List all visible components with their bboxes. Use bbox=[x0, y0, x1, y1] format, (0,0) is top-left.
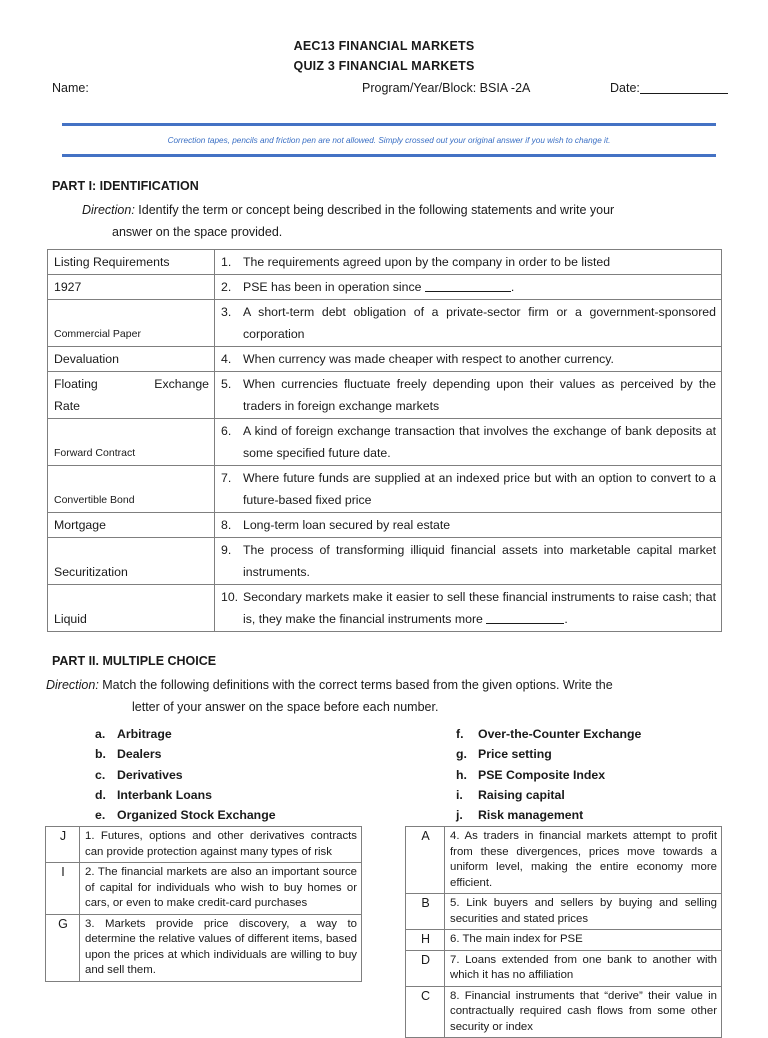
answer-cell-1[interactable]: Listing Requirements bbox=[48, 250, 215, 275]
matching-answer-zone bbox=[0, 826, 768, 1033]
table-row bbox=[406, 894, 722, 930]
options-column-left bbox=[95, 724, 276, 825]
options-list bbox=[0, 724, 768, 824]
statement-cell-6 bbox=[215, 419, 722, 466]
table-row bbox=[48, 372, 722, 419]
option-label: Risk management bbox=[478, 808, 584, 823]
document-header bbox=[0, 0, 768, 101]
option-letter: e. bbox=[95, 808, 106, 823]
answer-text: Commercial Paper bbox=[54, 328, 141, 340]
table-row bbox=[48, 347, 722, 372]
part1-direction-text2: answer on the space provided. bbox=[112, 225, 283, 239]
table-row bbox=[48, 275, 722, 300]
matching-table-left bbox=[45, 826, 362, 982]
part2-direction-text2: letter of your answer on the space before each number. bbox=[132, 700, 439, 714]
statement-cell-9 bbox=[215, 538, 722, 585]
definition-2: 2. The financial markets are also an important source of capital for individuals who wish to buy homes or cars, or even to make credit-card purchases bbox=[80, 863, 362, 915]
answer-letter-3[interactable]: G bbox=[46, 914, 80, 981]
item-text: When currency was made cheaper with respect to another currency. bbox=[243, 352, 614, 366]
statement-cell-2 bbox=[215, 275, 722, 300]
item-number: 3. bbox=[221, 305, 232, 319]
identification-table bbox=[47, 249, 722, 632]
option-label: Arbitrage bbox=[117, 727, 172, 741]
part2-direction-text: Match the following definitions with the correct terms based from the given options. Write the bbox=[98, 678, 613, 692]
answer-letter-5[interactable]: B bbox=[406, 894, 445, 930]
item-text: The process of transforming illiquid financial assets into marketable capital market instruments. bbox=[243, 543, 716, 579]
statement-cell-4 bbox=[215, 347, 722, 372]
option-letter: d. bbox=[95, 787, 106, 802]
statement-cell-7 bbox=[215, 466, 722, 513]
option-letter: c. bbox=[95, 767, 106, 782]
item-number: 6. bbox=[221, 424, 232, 438]
item-text: Where future funds are supplied at an indexed price but with an option to convert to a future-based fixed price bbox=[243, 471, 716, 507]
option-label: Interbank Loans bbox=[117, 787, 212, 802]
item-number: 1. bbox=[221, 255, 232, 269]
item-text-after: . bbox=[564, 612, 568, 626]
item-number: 4. bbox=[221, 352, 232, 366]
answer-cell-6[interactable] bbox=[48, 419, 215, 466]
item-number: 5. bbox=[221, 377, 232, 391]
option-letter: g. bbox=[456, 747, 467, 762]
statement-cell-10 bbox=[215, 585, 722, 632]
option-item-c[interactable] bbox=[95, 765, 276, 785]
table-row bbox=[46, 827, 362, 863]
item-text: A short-term debt obligation of a private-sector firm or a government-sponsored corporation bbox=[243, 305, 716, 341]
date-blank-line[interactable] bbox=[640, 81, 728, 94]
date-label: Date: bbox=[610, 81, 640, 95]
part2-direction bbox=[46, 674, 724, 718]
course-title: AEC13 FINANCIAL MARKETS bbox=[293, 39, 475, 53]
option-label: Raising capital bbox=[478, 787, 565, 802]
part1-direction-label: Direction: bbox=[82, 203, 135, 217]
option-item-f[interactable] bbox=[456, 724, 641, 744]
answer-word-2: Exchange bbox=[154, 377, 209, 391]
definition-7: 7. Loans extended from one bank to another with which it has no affiliation bbox=[445, 950, 722, 986]
option-item-g[interactable] bbox=[456, 744, 641, 764]
item-text bbox=[243, 586, 716, 630]
answer-letter-8[interactable]: C bbox=[406, 986, 445, 1038]
program-label: Program/Year/Block: BSIA -2A bbox=[362, 81, 531, 95]
option-item-i[interactable] bbox=[456, 785, 641, 805]
answer-cell-2[interactable]: 1927 bbox=[48, 275, 215, 300]
option-letter: b. bbox=[95, 747, 106, 762]
definition-1: 1. Futures, options and other derivatives contracts can provide protection against many types of risk bbox=[80, 827, 362, 863]
definition-4: 4. As traders in financial markets attempt to profit from these divergences, prices move towards a uniform level, making the entire economy more efficient. bbox=[445, 827, 722, 894]
item-text: Long-term loan secured by real estate bbox=[243, 518, 451, 532]
option-letter: j. bbox=[456, 808, 463, 823]
exam-notice-band bbox=[62, 123, 716, 157]
answer-letter-1[interactable]: J bbox=[46, 827, 80, 863]
table-row bbox=[406, 950, 722, 986]
option-label: Over-the-Counter Exchange bbox=[478, 727, 642, 741]
definition-8: 8. Financial instruments that “derive” their value in contractually required cash flows from some other security or index bbox=[445, 986, 722, 1038]
answer-letter-2[interactable]: I bbox=[46, 863, 80, 915]
statement-cell-8 bbox=[215, 513, 722, 538]
answer-text: Forward Contract bbox=[54, 447, 136, 459]
item-text: A kind of foreign exchange transaction that involves the exchange of bank deposits at some specified future date. bbox=[243, 424, 716, 460]
part2-direction-label: Direction: bbox=[46, 678, 99, 692]
answer-word-1: Floating bbox=[54, 377, 98, 391]
statement-cell-1 bbox=[215, 250, 722, 275]
answer-blank-line[interactable] bbox=[486, 612, 564, 624]
date-field bbox=[610, 81, 728, 95]
item-text: When currencies fluctuate freely depending upon their values as perceived by the traders in foreign exchange markets bbox=[243, 377, 716, 413]
item-number: 10. bbox=[221, 590, 239, 604]
statement-cell-3 bbox=[215, 300, 722, 347]
option-item-e[interactable] bbox=[95, 805, 276, 825]
table-row bbox=[48, 585, 722, 632]
definition-5: 5. Link buyers and sellers by buying and selling securities and stated prices bbox=[445, 894, 722, 930]
option-item-j[interactable] bbox=[456, 805, 641, 825]
option-letter: h. bbox=[456, 767, 467, 782]
answer-word-3: Rate bbox=[54, 399, 80, 413]
item-text bbox=[243, 276, 716, 298]
answer-letter-7[interactable]: D bbox=[406, 950, 445, 986]
table-row bbox=[48, 466, 722, 513]
answer-blank-line[interactable] bbox=[425, 280, 511, 292]
option-letter: i. bbox=[456, 787, 463, 802]
option-label: PSE Composite Index bbox=[478, 767, 606, 782]
option-item-b[interactable] bbox=[95, 744, 276, 764]
item-text-after: . bbox=[510, 280, 515, 294]
option-item-h[interactable] bbox=[456, 765, 641, 785]
answer-letter-4[interactable]: A bbox=[406, 827, 445, 894]
definition-6: 6. The main index for PSE bbox=[445, 930, 722, 951]
table-row bbox=[46, 914, 362, 981]
option-letter: a. bbox=[95, 727, 106, 741]
option-letter: f. bbox=[456, 727, 464, 741]
item-number: 2. bbox=[221, 280, 232, 294]
answer-cell-5[interactable] bbox=[48, 372, 215, 419]
part1-direction-text: Identify the term or concept being described in the following statements and write your bbox=[134, 203, 615, 217]
table-row bbox=[48, 538, 722, 585]
options-column-right bbox=[456, 724, 641, 825]
answer-cell-10[interactable]: Liquid bbox=[48, 585, 215, 632]
item-text-before: PSE has been in operation since bbox=[243, 280, 425, 294]
answer-text-line1 bbox=[54, 373, 209, 395]
answer-text: Convertible Bond bbox=[54, 494, 135, 506]
table-row bbox=[48, 300, 722, 347]
option-item-a[interactable] bbox=[95, 724, 276, 744]
answer-cell-7[interactable] bbox=[48, 466, 215, 513]
item-number: 9. bbox=[221, 543, 232, 557]
student-info-row bbox=[0, 81, 768, 101]
part2-title: PART II. MULTIPLE CHOICE bbox=[52, 654, 217, 668]
table-row bbox=[406, 930, 722, 951]
table-row bbox=[48, 250, 722, 275]
answer-letter-6[interactable]: H bbox=[406, 930, 445, 951]
notice-text: Correction tapes, pencils and friction pen are not allowed. Simply crossed out your original answer if you wish to change it. bbox=[167, 136, 611, 145]
divider-bottom bbox=[62, 154, 716, 157]
item-number: 8. bbox=[221, 518, 232, 532]
definition-3: 3. Markets provide price discovery, a way to determine the relative values of different items, based upon the prices at which individuals are willing to buy and sell them. bbox=[80, 914, 362, 981]
item-text: The requirements agreed upon by the company in order to be listed bbox=[243, 255, 611, 269]
table-row bbox=[48, 419, 722, 466]
answer-cell-8[interactable]: Mortgage bbox=[48, 513, 215, 538]
option-label: Organized Stock Exchange bbox=[117, 808, 276, 823]
option-label: Derivatives bbox=[117, 767, 183, 782]
quiz-title: QUIZ 3 FINANCIAL MARKETS bbox=[293, 59, 475, 73]
answer-cell-9[interactable]: Securitization bbox=[48, 538, 215, 585]
part1-title: PART I: IDENTIFICATION bbox=[52, 179, 199, 193]
item-number: 7. bbox=[221, 471, 232, 485]
part1-direction bbox=[52, 199, 720, 243]
name-label: Name: bbox=[52, 81, 89, 95]
matching-table-right bbox=[405, 826, 722, 1038]
option-item-d[interactable] bbox=[95, 785, 276, 805]
option-label: Dealers bbox=[117, 747, 162, 762]
statement-cell-5 bbox=[215, 372, 722, 419]
answer-cell-3[interactable] bbox=[48, 300, 215, 347]
option-label: Price setting bbox=[478, 747, 552, 762]
table-row bbox=[48, 513, 722, 538]
answer-cell-4[interactable]: Devaluation bbox=[48, 347, 215, 372]
item-text-before: Secondary markets make it easier to sell these financial instruments to raise cash; that is, they make the financial instruments more bbox=[243, 590, 716, 626]
table-row bbox=[406, 827, 722, 894]
table-row bbox=[46, 863, 362, 915]
